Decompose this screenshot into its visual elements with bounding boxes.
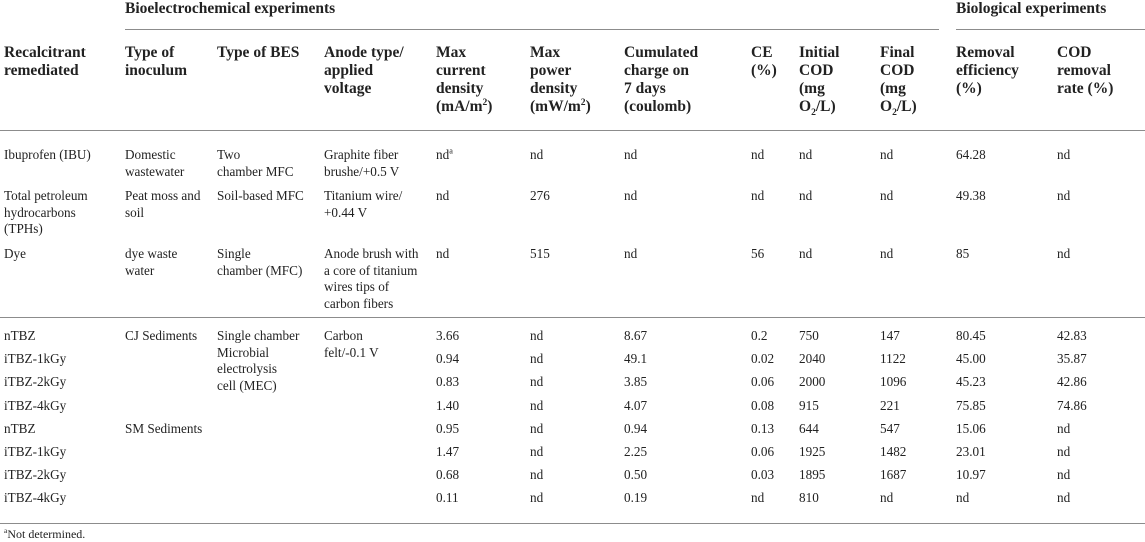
cell-final-cod: 221 bbox=[880, 397, 900, 413]
cell-initial-cod: 810 bbox=[799, 490, 819, 506]
cell-current: 3.66 bbox=[436, 328, 460, 343]
column-header-charge: 7 days bbox=[624, 80, 666, 97]
cell-current: 0.83 bbox=[436, 374, 460, 390]
column-header-inoculum: inoculum bbox=[125, 62, 188, 79]
cell-initial-cod: nd bbox=[799, 188, 813, 203]
cell-recalcitrant: iTBZ-1kGy bbox=[4, 351, 67, 367]
cell-final-cod: nd bbox=[880, 246, 894, 261]
group-header-biological: Biological experiments bbox=[956, 0, 1107, 17]
cell-removal-eff: 49.38 bbox=[956, 188, 986, 203]
cell-current: nd bbox=[436, 188, 450, 203]
cell-removal-eff: 64.28 bbox=[956, 147, 986, 162]
column-header-charge: charge on bbox=[624, 62, 690, 79]
cell-power: nd bbox=[530, 147, 544, 162]
cell-bes-mec: electrolysis bbox=[217, 361, 278, 376]
cell-current: 0.11 bbox=[436, 490, 459, 506]
cell-current: 0.94 bbox=[436, 351, 460, 367]
cell-ce: 0.2 bbox=[751, 328, 768, 343]
cell-charge: nd bbox=[624, 188, 638, 203]
column-header-power: power bbox=[530, 62, 572, 79]
cell-inoculum: dye waste bbox=[125, 246, 178, 261]
cell-power: nd bbox=[530, 420, 544, 436]
cell-charge: 0.19 bbox=[624, 490, 648, 506]
cell-initial-cod: nd bbox=[799, 246, 813, 261]
cell-power: nd bbox=[530, 397, 544, 413]
cell-ce: 0.02 bbox=[751, 351, 775, 367]
column-header-bes: Type of BES bbox=[217, 44, 300, 61]
cell-removal-eff: 10.97 bbox=[956, 467, 986, 483]
column-header-ce: (%) bbox=[751, 62, 777, 79]
cell-charge: 0.50 bbox=[624, 467, 648, 483]
cell-final-cod: nd bbox=[880, 188, 894, 203]
cell-recalcitrant: nTBZ bbox=[4, 328, 36, 343]
cell-bes: Two bbox=[217, 147, 241, 162]
cell-recalcitrant: nTBZ bbox=[4, 420, 36, 436]
column-header-recalcitrant: remediated bbox=[4, 62, 79, 79]
cell-ce: nd bbox=[751, 188, 765, 203]
column-header-inoculum: Type of bbox=[125, 44, 175, 61]
column-header-removal-eff: (%) bbox=[956, 80, 982, 97]
column-header-final-cod: COD bbox=[880, 62, 915, 79]
cell-current: $nd^a$ bbox=[436, 146, 453, 162]
column-header-initial-cod: (mg bbox=[799, 80, 825, 97]
group-header-bioelectrochemical: Bioelectrochemical experiments bbox=[125, 0, 336, 17]
column-header-power: Max bbox=[530, 44, 561, 61]
cell-cod-rate: nd bbox=[1057, 444, 1071, 459]
cell-final-cod: 1122 bbox=[880, 351, 906, 367]
column-header-current: Max bbox=[436, 44, 467, 61]
cell-charge: nd bbox=[624, 246, 638, 261]
cell-ce: 0.06 bbox=[751, 444, 775, 459]
column-header-current: density bbox=[436, 80, 484, 97]
cell-initial-cod: 1925 bbox=[799, 444, 826, 459]
cell-removal-eff: nd bbox=[956, 490, 970, 506]
cell-power: nd bbox=[530, 490, 544, 506]
cell-removal-eff: 75.85 bbox=[956, 397, 986, 413]
cell-charge: 4.07 bbox=[624, 397, 648, 413]
column-header-recalcitrant: Recalcitrant bbox=[4, 44, 86, 61]
cell-cod-rate: nd bbox=[1057, 147, 1071, 162]
cell-charge: 8.67 bbox=[624, 328, 648, 343]
cell-anode-carbon: felt/-0.1 V bbox=[324, 344, 379, 360]
column-header-ce: CE bbox=[751, 44, 773, 61]
group-underline-biological bbox=[956, 29, 1145, 30]
cell-cod-rate: nd bbox=[1057, 467, 1071, 483]
cell-recalcitrant: hydrocarbons bbox=[4, 204, 76, 220]
cell-recalcitrant: iTBZ-2kGy bbox=[4, 374, 67, 390]
cell-ce: 0.06 bbox=[751, 374, 775, 390]
column-header-charge: Cumulated bbox=[624, 44, 699, 61]
footnote-ref: a bbox=[449, 146, 453, 156]
cell-charge: 3.85 bbox=[624, 374, 648, 390]
cell-inoculum-sm: SM Sediments bbox=[125, 420, 203, 436]
cell-power: 276 bbox=[530, 188, 550, 203]
cell-inoculum: soil bbox=[125, 204, 145, 220]
cell-anode: carbon fibers bbox=[324, 295, 394, 311]
cell-current: 1.40 bbox=[436, 397, 460, 413]
cell-cod-rate: nd bbox=[1057, 246, 1071, 261]
cell-final-cod: 547 bbox=[880, 420, 900, 436]
cell-cod-rate: nd bbox=[1057, 420, 1071, 436]
cell-bes-mec: Microbial bbox=[217, 344, 270, 360]
cell-final-cod: 1096 bbox=[880, 374, 907, 390]
column-header-cod-rate: COD bbox=[1057, 44, 1092, 61]
footnote-text: Not determined. bbox=[7, 527, 86, 541]
column-header-final-cod: (mg bbox=[880, 80, 906, 97]
cell-power: 515 bbox=[530, 246, 550, 261]
cell-current: 0.68 bbox=[436, 467, 460, 483]
column-header-initial-cod: COD bbox=[799, 62, 834, 79]
cell-anode: +0.44 V bbox=[324, 204, 368, 220]
cell-removal-eff: 23.01 bbox=[956, 444, 986, 459]
cell-removal-eff: 15.06 bbox=[956, 420, 986, 436]
cell-charge: 2.25 bbox=[624, 444, 648, 459]
cell-power: nd bbox=[530, 467, 544, 483]
table-bottom-rule bbox=[0, 523, 1145, 524]
cell-charge: 0.94 bbox=[624, 420, 648, 436]
column-header-initial-cod: Initial bbox=[799, 44, 840, 61]
cell-inoculum-cj: CJ Sediments bbox=[125, 328, 198, 343]
cell-recalcitrant: iTBZ-4kGy bbox=[4, 490, 67, 506]
cell-initial-cod: 1895 bbox=[799, 467, 826, 483]
cell-removal-eff: 85 bbox=[956, 246, 970, 261]
footnote-mark: a bbox=[4, 526, 8, 535]
column-header-anode: applied bbox=[324, 62, 374, 79]
cell-power: nd bbox=[530, 351, 544, 367]
cell-recalcitrant: iTBZ-2kGy bbox=[4, 467, 67, 483]
cell-cod-rate: 42.83 bbox=[1057, 328, 1087, 343]
column-header-cod-rate: rate (%) bbox=[1057, 80, 1114, 97]
section-divider-rule bbox=[0, 317, 1145, 318]
cell-bes-mec: cell (MEC) bbox=[217, 377, 277, 393]
cell-ce: 56 bbox=[751, 246, 765, 261]
cell-bes: Single bbox=[217, 246, 251, 261]
column-header-charge: (coulomb) bbox=[624, 98, 692, 115]
cell-removal-eff: 45.00 bbox=[956, 351, 986, 367]
cell-initial-cod: 2000 bbox=[799, 374, 826, 390]
cell-anode: a core of titanium bbox=[324, 262, 418, 278]
cell-ce: nd bbox=[751, 490, 765, 506]
cell-charge: nd bbox=[624, 147, 638, 162]
cell-bes: chamber MFC bbox=[217, 163, 294, 179]
cell-removal-eff: 45.23 bbox=[956, 374, 986, 390]
cell-inoculum: Peat moss and bbox=[125, 188, 201, 203]
cell-ce: 0.03 bbox=[751, 467, 775, 483]
cell-initial-cod: 750 bbox=[799, 328, 819, 343]
column-header-anode: Anode type/ bbox=[324, 44, 404, 61]
cell-initial-cod: 2040 bbox=[799, 351, 826, 367]
cell-final-cod: 147 bbox=[880, 328, 900, 343]
cell-recalcitrant: Total petroleum bbox=[4, 188, 88, 203]
cell-ce: 0.08 bbox=[751, 397, 775, 413]
cell-cod-rate: 42.86 bbox=[1057, 374, 1087, 390]
cell-recalcitrant: (TPHs) bbox=[4, 221, 43, 236]
cell-current: 0.95 bbox=[436, 420, 460, 436]
cell-power: nd bbox=[530, 374, 544, 390]
column-header-final-cod: Final bbox=[880, 44, 915, 61]
cell-ce: nd bbox=[751, 147, 765, 162]
column-header-current: $(mA/m^2)$ bbox=[436, 96, 493, 115]
cell-final-cod: 1687 bbox=[880, 467, 907, 483]
cell-initial-cod: 915 bbox=[799, 397, 819, 413]
cell-bes: chamber (MFC) bbox=[217, 262, 303, 278]
cell-bes-mec: Single chamber bbox=[217, 328, 300, 343]
column-header-initial-cod: $O_2/L$) bbox=[799, 98, 836, 119]
cell-current: 1.47 bbox=[436, 444, 460, 459]
column-header-removal-eff: efficiency bbox=[956, 62, 1019, 79]
cell-cod-rate: nd bbox=[1057, 490, 1071, 506]
column-header-power: $(mW/m^2)$ bbox=[530, 96, 591, 115]
group-underline-bioelectro bbox=[125, 29, 939, 30]
column-header-removal-eff: Removal bbox=[956, 44, 1015, 61]
cell-final-cod: nd bbox=[880, 490, 894, 506]
header-bottom-rule bbox=[0, 130, 1145, 131]
cell-recalcitrant: Dye bbox=[4, 246, 26, 261]
cell-anode: wires tips of bbox=[324, 279, 390, 294]
cell-inoculum: wastewater bbox=[125, 163, 185, 179]
column-header-final-cod: $O_2/L$) bbox=[880, 98, 917, 119]
footnote bbox=[4, 527, 85, 542]
cell-power: nd bbox=[530, 444, 544, 459]
cell-current: nd bbox=[436, 246, 450, 261]
column-header-cod-rate: removal bbox=[1057, 62, 1111, 79]
cell-initial-cod: nd bbox=[799, 147, 813, 162]
cell-final-cod: nd bbox=[880, 147, 894, 162]
cell-recalcitrant: iTBZ-4kGy bbox=[4, 397, 67, 413]
cell-cod-rate: 35.87 bbox=[1057, 351, 1087, 367]
column-header-anode: voltage bbox=[324, 80, 372, 97]
cell-recalcitrant: Ibuprofen (IBU) bbox=[4, 147, 91, 162]
column-header-power: density bbox=[530, 80, 578, 97]
cell-final-cod: 1482 bbox=[880, 444, 907, 459]
cell-power: nd bbox=[530, 328, 544, 343]
cell-cod-rate: 74.86 bbox=[1057, 397, 1087, 413]
cell-cod-rate: nd bbox=[1057, 188, 1071, 203]
cell-bes: Soil-based MFC bbox=[217, 188, 304, 203]
cell-anode: Anode brush with bbox=[324, 246, 419, 261]
cell-inoculum: water bbox=[125, 262, 155, 278]
cell-initial-cod: 644 bbox=[799, 420, 819, 436]
cell-ce: 0.13 bbox=[751, 420, 775, 436]
cell-removal-eff: 80.45 bbox=[956, 328, 986, 343]
column-header-current: current bbox=[436, 62, 486, 79]
cell-charge: 49.1 bbox=[624, 351, 648, 367]
cell-anode-carbon: Carbon bbox=[324, 328, 363, 343]
cell-anode: Graphite fiber bbox=[324, 147, 399, 162]
cell-recalcitrant: iTBZ-1kGy bbox=[4, 444, 67, 459]
cell-anode: Titanium wire/ bbox=[324, 188, 403, 203]
cell-inoculum: Domestic bbox=[125, 147, 176, 162]
cell-anode: brushe/+0.5 V bbox=[324, 163, 400, 179]
